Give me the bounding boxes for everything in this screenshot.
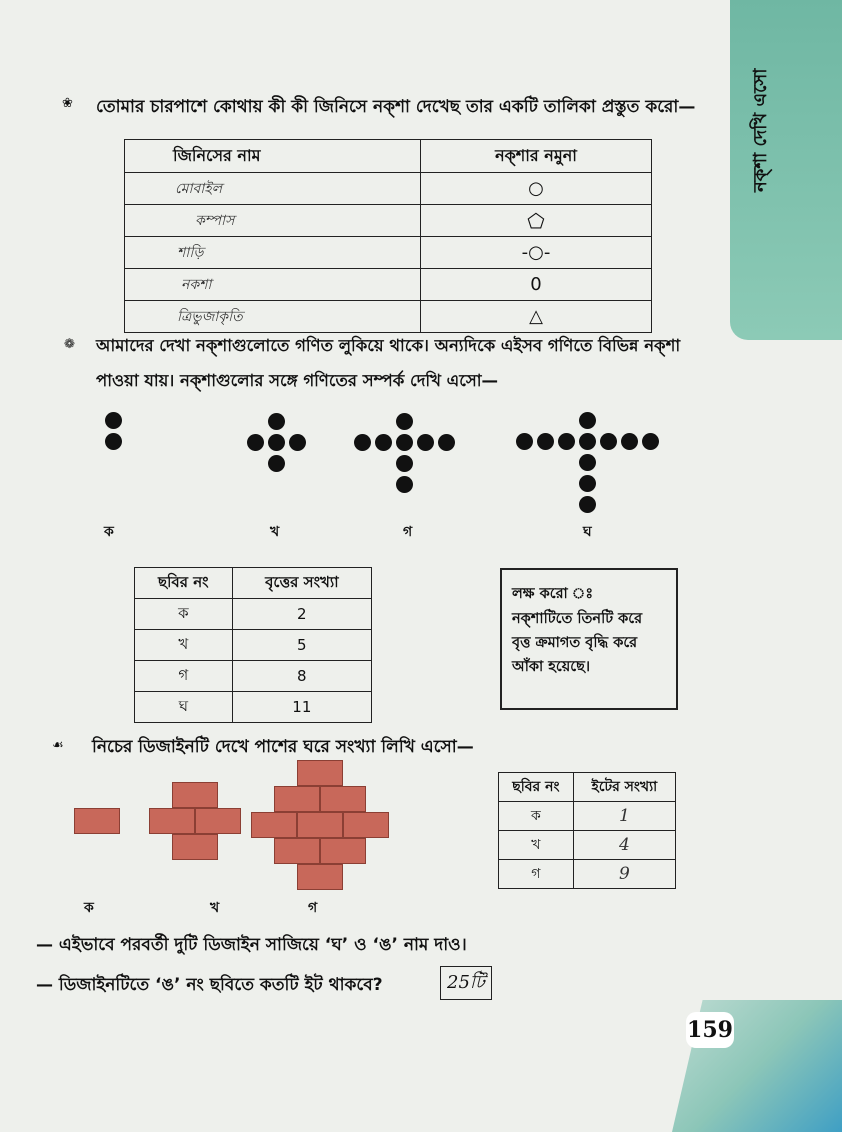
brick — [274, 838, 320, 864]
table-row — [499, 860, 676, 889]
pattern-dot — [396, 413, 413, 430]
circle-count-table — [134, 567, 372, 723]
table-header-row — [125, 140, 652, 173]
column-header-pattern: নক্‌শার নমুনা — [421, 140, 652, 173]
pattern-dot — [642, 433, 659, 450]
brick — [172, 782, 218, 808]
circle-count: 11 — [232, 692, 371, 723]
pattern-dot — [247, 434, 264, 451]
pattern-dot — [579, 433, 596, 450]
pattern-sample: △ — [421, 301, 652, 333]
section2-text-line1: আমাদের দেখা নক্‌শাগুলোতে গণিত লুকিয়ে থাকে। অন্যদিকে এইসব গণিতে বিভিন্ন নক্‌শা — [96, 336, 681, 355]
brick — [297, 812, 343, 838]
item-name: মোবাইল — [125, 173, 421, 205]
section3-prompt: নিচের ডিজাইনটি দেখে পাশের ঘরে সংখ্যা লিখি এসো— — [92, 737, 474, 757]
figure-no: খ — [135, 630, 233, 661]
pattern-sample: ⬠ — [421, 205, 652, 237]
table-row — [125, 173, 652, 205]
pattern-dot — [396, 434, 413, 451]
pattern-dot — [268, 455, 285, 472]
pattern-dot — [105, 412, 122, 429]
pattern-dot — [417, 434, 434, 451]
note-line: আঁকা হয়েছে। — [512, 659, 591, 675]
brick — [320, 838, 366, 864]
pattern-dot — [579, 475, 596, 492]
table-row — [499, 802, 676, 831]
pattern-dot — [621, 433, 638, 450]
item-name: কম্পাস — [125, 205, 421, 237]
brick-count-answer: 4 — [573, 831, 675, 860]
column-header-figure-no: ছবির নং — [499, 773, 574, 802]
question-brick-count: — ডিজাইনটিতে ‘ঙ’ নং ছবিতে কতটি ইট থাকবে? — [36, 975, 383, 995]
pattern-dot — [438, 434, 455, 451]
table-row — [135, 630, 372, 661]
table-row — [125, 301, 652, 333]
pattern-dot — [396, 455, 413, 472]
brick — [149, 808, 195, 834]
figure-label: গ — [308, 900, 318, 916]
pattern-dot — [268, 413, 285, 430]
brick — [251, 812, 297, 838]
flower-bullet-icon: ❀ — [62, 96, 73, 111]
figure-label: ক — [84, 900, 94, 916]
brick-count-answer: 9 — [573, 860, 675, 889]
item-name: ত্রিভুজাকৃতি — [125, 301, 421, 333]
pattern-sample: 0 — [421, 269, 652, 301]
figure-no: ক — [135, 599, 233, 630]
section2-text-line2: পাওয়া যায়। নক্‌শাগুলোর সঙ্গে গণিতের সম্পর্ক দেখি এসো— — [96, 371, 499, 390]
brick — [297, 760, 343, 786]
figure-label: খ — [270, 524, 280, 540]
answer-box: 25টি — [440, 966, 492, 1000]
pattern-dot — [375, 434, 392, 451]
brick — [74, 808, 120, 834]
section1-prompt: তোমার চারপাশে কোথায় কী কী জিনিসে নক্‌শা দেখেছ তার একটি তালিকা প্রস্তুত করো— — [96, 97, 696, 117]
note-line: নক্‌শাটিতে তিনটি করে — [512, 611, 643, 627]
column-header-item-name: জিনিসের নাম — [125, 140, 421, 173]
pattern-dot — [268, 434, 285, 451]
figure-no: গ — [135, 661, 233, 692]
pattern-dot — [579, 412, 596, 429]
brick — [195, 808, 241, 834]
figure-no: খ — [499, 831, 574, 860]
table-header-row — [499, 773, 676, 802]
pattern-dot — [516, 433, 533, 450]
flourish-bullet-icon: ☙ — [52, 738, 64, 753]
table-row — [135, 599, 372, 630]
circle-count: 8 — [232, 661, 371, 692]
brick — [320, 786, 366, 812]
table-row — [125, 205, 652, 237]
table-row — [135, 692, 372, 723]
figure-label: খ — [210, 900, 220, 916]
observation-note-box — [500, 568, 678, 710]
brick — [172, 834, 218, 860]
pattern-dot — [537, 433, 554, 450]
page-number: 159 — [686, 1012, 734, 1048]
pattern-sample: -○- — [421, 237, 652, 269]
pattern-dot — [396, 476, 413, 493]
column-header-figure-no: ছবির নং — [135, 568, 233, 599]
pattern-dot — [105, 433, 122, 450]
brick-count-table — [498, 772, 676, 889]
table-row — [135, 661, 372, 692]
table-row — [125, 269, 652, 301]
pattern-dot — [579, 496, 596, 513]
brick — [274, 786, 320, 812]
figure-no: ঘ — [135, 692, 233, 723]
chapter-title: নক্‌শা দেখি এসো — [750, 68, 771, 192]
figure-label: ক — [104, 524, 114, 540]
circle-count: 2 — [232, 599, 371, 630]
column-header-circle-count: বৃত্তের সংখ্যা — [232, 568, 371, 599]
pattern-dot — [289, 434, 306, 451]
flower-bullet-icon: ❁ — [64, 337, 75, 352]
pattern-sample: ○ — [421, 173, 652, 205]
table-header-row — [135, 568, 372, 599]
pattern-list-table — [124, 139, 652, 333]
pattern-dot — [600, 433, 617, 450]
note-title: লক্ষ করো ঃ — [512, 586, 594, 602]
item-name: নকশা — [125, 269, 421, 301]
figure-no: ক — [499, 802, 574, 831]
brick — [343, 812, 389, 838]
circle-count: 5 — [232, 630, 371, 661]
table-row — [499, 831, 676, 860]
instruction-arrange-designs: — এইভাবে পরবর্তী দুটি ডিজাইন সাজিয়ে ‘ঘ’ ও ‘ঙ’ নাম দাও। — [36, 935, 467, 955]
item-name: শাড়ি — [125, 237, 421, 269]
figure-label: ঘ — [583, 524, 592, 540]
figure-label: গ — [403, 524, 413, 540]
brick — [297, 864, 343, 890]
figure-no: গ — [499, 860, 574, 889]
column-header-brick-count: ইটের সংখ্যা — [573, 773, 675, 802]
table-row — [125, 237, 652, 269]
pattern-dot — [579, 454, 596, 471]
pattern-dot — [354, 434, 371, 451]
note-line: বৃত্ত ক্রমাগত বৃদ্ধি করে — [512, 635, 638, 651]
brick-count-answer: 1 — [573, 802, 675, 831]
pattern-dot — [558, 433, 575, 450]
